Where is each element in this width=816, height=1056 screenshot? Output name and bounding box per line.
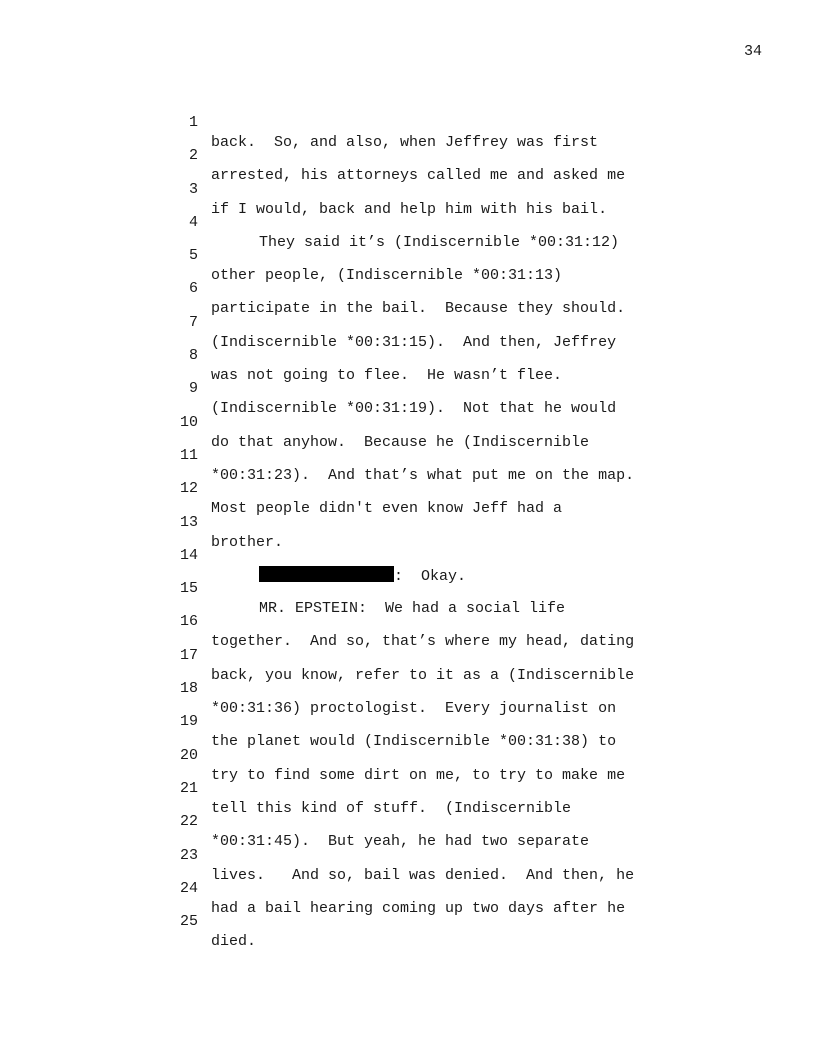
transcript-line xyxy=(0,493,816,551)
transcript-line xyxy=(0,626,816,684)
line-text: back, you know, refer to it as a (Indiscernible xyxy=(211,666,635,684)
transcript-line xyxy=(0,393,816,451)
line-text: participate in the bail. Because they should. xyxy=(211,300,626,318)
transcript-line xyxy=(0,359,816,418)
line-number: 19 xyxy=(179,713,198,731)
transcript-line xyxy=(0,892,816,951)
transcript-line xyxy=(0,459,816,518)
line-number: 15 xyxy=(179,580,198,598)
transcript-line xyxy=(0,160,816,218)
transcript-line xyxy=(0,692,816,751)
transcript-line xyxy=(0,826,816,884)
transcript-line xyxy=(0,559,816,618)
line-text: Most people didn't even know Jeff had a xyxy=(211,500,563,518)
transcript-line xyxy=(0,259,816,318)
line-text: MR. EPSTEIN: We had a social life xyxy=(259,600,566,618)
transcript-line xyxy=(0,859,816,917)
line-number: 24 xyxy=(179,879,198,897)
line-number: 23 xyxy=(179,846,198,864)
line-text: do that anyhow. Because he (Indiscernible xyxy=(211,433,590,451)
line-text: *00:31:23). And that’s what put me on the map. xyxy=(211,466,635,484)
line-text: brother. xyxy=(211,533,284,551)
line-number: 14 xyxy=(179,546,198,564)
transcript-line xyxy=(0,93,816,151)
line-number: 13 xyxy=(179,513,198,531)
line-number: 22 xyxy=(179,813,198,831)
line-text: was not going to flee. He wasn’t flee. xyxy=(211,367,563,385)
line-number: 9 xyxy=(188,380,198,398)
line-number: 21 xyxy=(179,779,198,797)
line-text: (Indiscernible *00:31:19). Not that he would xyxy=(211,400,617,418)
line-number: 16 xyxy=(179,613,198,631)
line-text: if I would, back and help him with his bail. xyxy=(211,200,608,218)
line-number: 25 xyxy=(179,913,198,931)
line-text: tell this kind of stuff. (Indiscernible xyxy=(211,799,572,817)
line-text: try to find some dirt on me, to try to make me xyxy=(211,766,626,784)
line-text: other people, (Indiscernible *00:31:13) xyxy=(211,267,563,285)
transcript-line xyxy=(0,759,816,817)
line-text: died. xyxy=(211,933,257,951)
line-number: 12 xyxy=(179,480,198,498)
transcript-line xyxy=(0,226,816,285)
transcript-line xyxy=(0,792,816,851)
line-text: the planet would (Indiscernible *00:31:38) to xyxy=(211,733,617,751)
transcript-line xyxy=(0,326,816,385)
line-number: 2 xyxy=(188,147,198,165)
line-text: lives. And so, bail was denied. And then, he xyxy=(211,866,635,884)
transcript-line xyxy=(0,526,816,585)
line-number: 1 xyxy=(188,114,198,131)
line-text: back. So, and also, when Jeffrey was first xyxy=(211,134,599,151)
transcript-line xyxy=(0,659,816,718)
line-number: 11 xyxy=(179,446,198,464)
page-number: 34 xyxy=(743,43,762,60)
line-text: *00:31:36) proctologist. Every journalist on xyxy=(211,700,617,718)
transcript-line xyxy=(0,426,816,484)
transcript-body xyxy=(0,93,816,951)
line-text: (Indiscernible *00:31:15). And then, Jeffrey xyxy=(211,333,617,351)
line-number: 5 xyxy=(188,247,198,265)
line-text: : Okay. xyxy=(394,567,467,585)
line-text: arrested, his attorneys called me and asked me xyxy=(211,167,626,185)
line-number: 20 xyxy=(179,746,198,764)
line-text: *00:31:45). But yeah, he had two separate xyxy=(211,833,590,851)
transcript-line xyxy=(0,293,816,351)
line-number: 7 xyxy=(188,313,198,331)
line-number: 18 xyxy=(179,680,198,698)
transcript-line xyxy=(0,193,816,251)
transcript-line xyxy=(0,126,816,185)
transcript-line xyxy=(0,726,816,784)
line-number: 6 xyxy=(188,280,198,298)
line-text: together. And so, that’s where my head, dating xyxy=(211,633,635,651)
line-text: They said it’s (Indiscernible *00:31:12) xyxy=(259,233,620,251)
line-number: 8 xyxy=(188,347,198,365)
line-text: had a bail hearing coming up two days after he xyxy=(211,899,626,917)
line-number: 3 xyxy=(188,180,198,198)
line-number: 4 xyxy=(188,213,198,231)
line-number: 10 xyxy=(179,413,198,431)
line-number: 17 xyxy=(179,646,198,664)
transcript-line xyxy=(0,592,816,651)
